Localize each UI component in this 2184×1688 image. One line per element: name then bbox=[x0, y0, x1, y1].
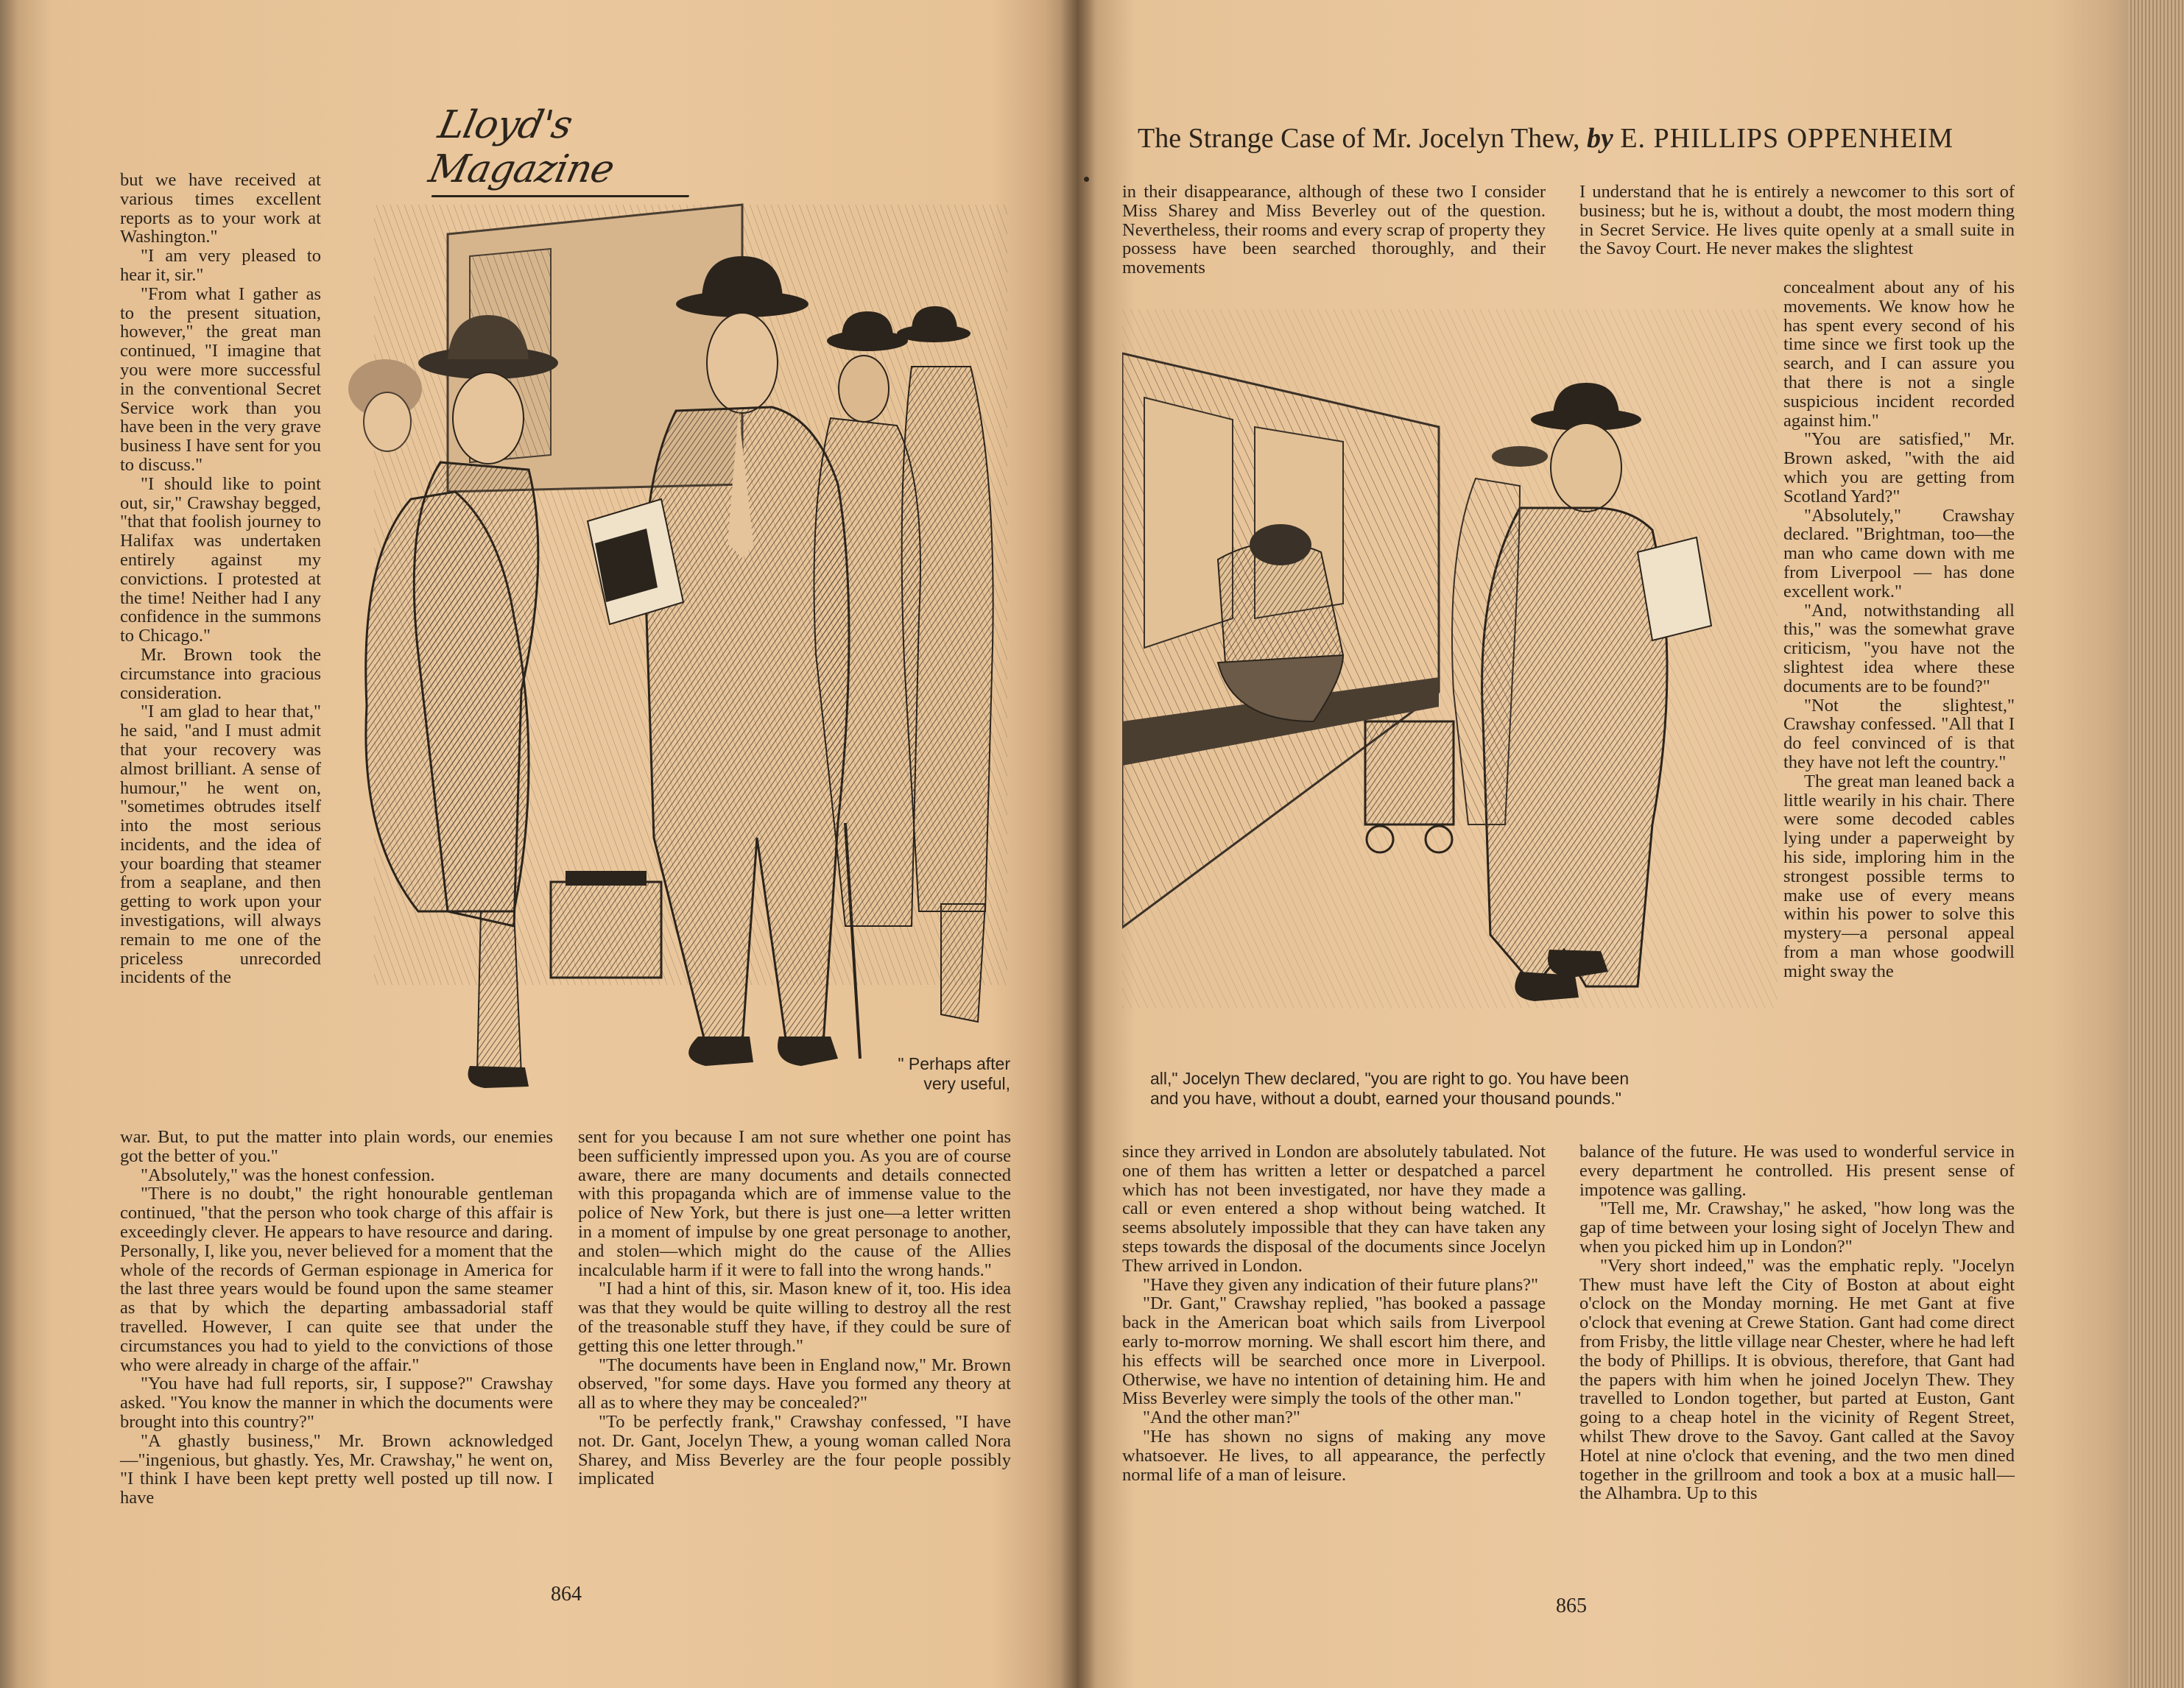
right-top-left-column bbox=[1122, 183, 1546, 278]
paragraph: "Absolutely," was the honest confession. bbox=[141, 1165, 435, 1185]
paragraph: I understand that he is entirely a newcomer to this sort of business; but he is, without a doubt, the most modern thing in Secret Service. He lives quite openly at a small suite in the Savoy Court. He never makes the slightest bbox=[1579, 182, 2015, 259]
paragraph: The great man leaned back a little wearily in his chair. There were some decoded cables lying under a paperweight by his side, imploring him in the strongest possible terms to make use of every means within his power to solve this mystery—a personal appeal from a man whose goodwill might sway the bbox=[1783, 771, 2015, 981]
paragraph: "To be perfectly frank," Crawshay confessed, "I have not. Dr. Gant, Jocelyn Thew, a young woman called Nora Sharey, and Miss Beverley are the four people possibly implicated bbox=[578, 1411, 1011, 1489]
story-title: The Strange Case of Mr. Jocelyn Thew, bbox=[1138, 123, 1580, 154]
page-number: 864 bbox=[551, 1583, 582, 1606]
paragraph: concealment about any of his movements. We know how he has spent every second of his time since we first took up the search, and I can assure you that there is not a single suspicious incident recorded against him." bbox=[1783, 278, 2015, 431]
page-edges bbox=[2128, 0, 2184, 1688]
left-page bbox=[0, 0, 1077, 1688]
right-bottom-left-column bbox=[1122, 1143, 1546, 1484]
paragraph: "Dr. Gant," Crawshay replied, "has booked a passage back in the American boat which sails from Liverpool early to-morrow morning. We shall escort him there, and his effects will be searched once more in Liverpool. Otherwise, we have no intention of detaining him. He and Miss Beverley were simply the tools of the other man." bbox=[1122, 1293, 1546, 1409]
byline-word: by bbox=[1586, 123, 1613, 154]
left-bottom-left-column bbox=[120, 1128, 553, 1508]
paragraph: "Absolutely," Crawshay declared. "Brightman, too—the man who came down with me from Liverpool — has done excellent work." bbox=[1783, 505, 2015, 601]
paragraph: Mr. Brown took the circumstance into gracious consideration. bbox=[120, 644, 321, 703]
paragraph: "He has shown no signs of making any move whatsoever. He lives, to all appearance, the perfectly normal life of a man of leisure. bbox=[1122, 1426, 1546, 1485]
paragraph: "I am glad to hear that," he said, "and I must admit that your recovery was almost brilliant. A sense of humour," he went on, "sometimes obtrudes itself into the most serious incidents, and the idea of your boarding that steamer from a seaplane, and then getting to work upon your investigations, will always remain to me one of the priceless unrecorded incidents of the bbox=[120, 702, 321, 988]
illustration-station-platform bbox=[330, 175, 1015, 1097]
paragraph: war. But, to put the matter into plain words, our enemies got the better of you." bbox=[120, 1127, 553, 1166]
page-number: 865 bbox=[1556, 1595, 1587, 1617]
paragraph: "You have had full reports, sir, I suppose?" Crawshay asked. "You know the manner in which the documents were brought into this country?" bbox=[120, 1374, 553, 1432]
right-page bbox=[1077, 0, 2184, 1688]
paragraph: since they arrived in London are absolutely tabulated. Not one of them has written a letter or despatched a parcel which has not been investigated, nor have they made a call or even entered a shop without being watched. It seems absolutely impossible that they can have taken any steps towards the disposal of the documents since Jocelyn Thew arrived in London. bbox=[1122, 1142, 1546, 1276]
paragraph: "And the other man?" bbox=[1143, 1408, 1300, 1428]
paragraph: "You are satisfied," Mr. Brown asked, "with the aid which you are getting from Scotland Yard?" bbox=[1783, 429, 2015, 506]
paragraph: "I am very pleased to hear it, sir." bbox=[120, 246, 321, 285]
paragraph: sent for you because I am not sure whether one point has been sufficiently impressed upon you. As you are of course aware, there are many documents and details connected with this propaganda which are of immense value to the police of New York, but there is just one—a letter written in a moment of impulse by one great personage to another, and stolen—which might do the cause of the Allies incalculable harm if it were to fall into the wrong hands." bbox=[578, 1127, 1011, 1280]
paragraph: "And, notwithstanding all this," was the somewhat grave criticism, "you have not the slightest idea where these documents are to be found?" bbox=[1783, 600, 2015, 696]
paragraph: "There is no doubt," the right honourable gentleman continued, "that the person who took charge of this affair is exceedingly clever. He appears to have resource and daring. Personally, I, like you, never believed for a moment that the whole of the records of German espionage in America for the last three years would be found upon the same steamer as that by which the departing ambassadorial staff travelled. However, I can quite see that under the circumstances you had to yield to the convictions of those who were already in charge of the affair." bbox=[120, 1184, 553, 1375]
right-top-right-column bbox=[1579, 183, 2015, 258]
paragraph: in their disappearance, although of these two I consider Miss Sharey and Miss Beverley out of the question. Nevertheless, their rooms and every scrap of property they possess have been searched thoroughly, and their movements bbox=[1122, 182, 1546, 278]
paragraph: "Not the slightest," Crawshay confessed. "All that I do feel convinced of is that they have not left the country." bbox=[1783, 695, 2015, 772]
running-head bbox=[1138, 122, 2007, 155]
right-bottom-right-column bbox=[1579, 1143, 2015, 1503]
paragraph: "Have they given any indication of their future plans?" bbox=[1143, 1274, 1539, 1295]
paragraph: "I should like to point out, sir," Crawshay begged, "that that foolish journey to Halifax was undertaken entirely against my convictions. I protested at the time! Neither had I any confidence in the summons to Chicago." bbox=[120, 473, 321, 646]
caption-line: " Perhaps after bbox=[898, 1054, 1010, 1073]
paragraph: but we have received at various times excellent reports as to your work at Washington." bbox=[120, 170, 321, 247]
magazine-masthead: Lloyd's Magazine bbox=[425, 103, 709, 191]
paragraph: balance of the future. He was used to wonderful service in every department he controlled. His present sense of impotence was galling. bbox=[1579, 1142, 2015, 1200]
illustration-caption bbox=[892, 1054, 1010, 1094]
author-name: E. PHILLIPS OPPENHEIM bbox=[1620, 123, 1954, 154]
illustration-railway-carriage bbox=[1122, 309, 1778, 1045]
illustration-caption bbox=[1150, 1069, 1739, 1109]
caption-line: all," Jocelyn Thew declared, "you are right to go. You have been bbox=[1150, 1069, 1630, 1088]
paragraph: "The documents have been in England now," Mr. Brown observed, "for some days. Have you formed any theory at all as to where they may be concealed?" bbox=[578, 1355, 1011, 1413]
right-narrow-column bbox=[1783, 278, 2015, 981]
paragraph: "Very short indeed," was the emphatic reply. "Jocelyn Thew must have left the City of Boston at about eight o'clock on the Monday morning. He met Gant at five o'clock that evening at Crewe Station. Gant had come direct from Frisby, the little village near Chester, where he had left the body of Phillips. It is obvious, therefore, that Gant had the papers with him when he joined Jocelyn Thew. They travelled to London together, but parted at Euston, Gant going to a cheap hotel in the vicinity of Regent Street, whilst Thew drove to the Savoy. Gant called at the Savoy Hotel at nine o'clock that evening, and the two men dined together in the grillroom and took a box at a music hall—the Alhambra. Up to this bbox=[1579, 1255, 2015, 1504]
left-bottom-right-column bbox=[578, 1128, 1011, 1489]
paragraph: "I had a hint of this, sir. Mason knew of it, too. His idea was that they would be quite willing to destroy all the rest of the treasonable stuff they have, if they could be sure of getting this one letter through." bbox=[578, 1279, 1011, 1356]
paragraph: "From what I gather as to the present situation, however," the great man continued, "I imagine that you were more successful in the conventional Secret Service work than you have been in the very grave business I have sent for you to discuss." bbox=[120, 283, 321, 475]
caption-line: very useful, bbox=[923, 1074, 1010, 1093]
book-gutter bbox=[1060, 0, 1096, 1688]
paragraph: "Tell me, Mr. Crawshay," he asked, "how long was the gap of time between your losing sight of Jocelyn Thew and when you picked him up in London?" bbox=[1579, 1198, 2015, 1257]
left-narrow-column bbox=[120, 171, 321, 987]
caption-line: and you have, without a doubt, earned your thousand pounds." bbox=[1150, 1089, 1621, 1108]
paragraph: "A ghastly business," Mr. Brown acknowledged—"ingenious, but ghastly. Yes, Mr. Crawshay," he went on, "I think I have been kept pretty well posted up till now. I have bbox=[120, 1430, 553, 1508]
